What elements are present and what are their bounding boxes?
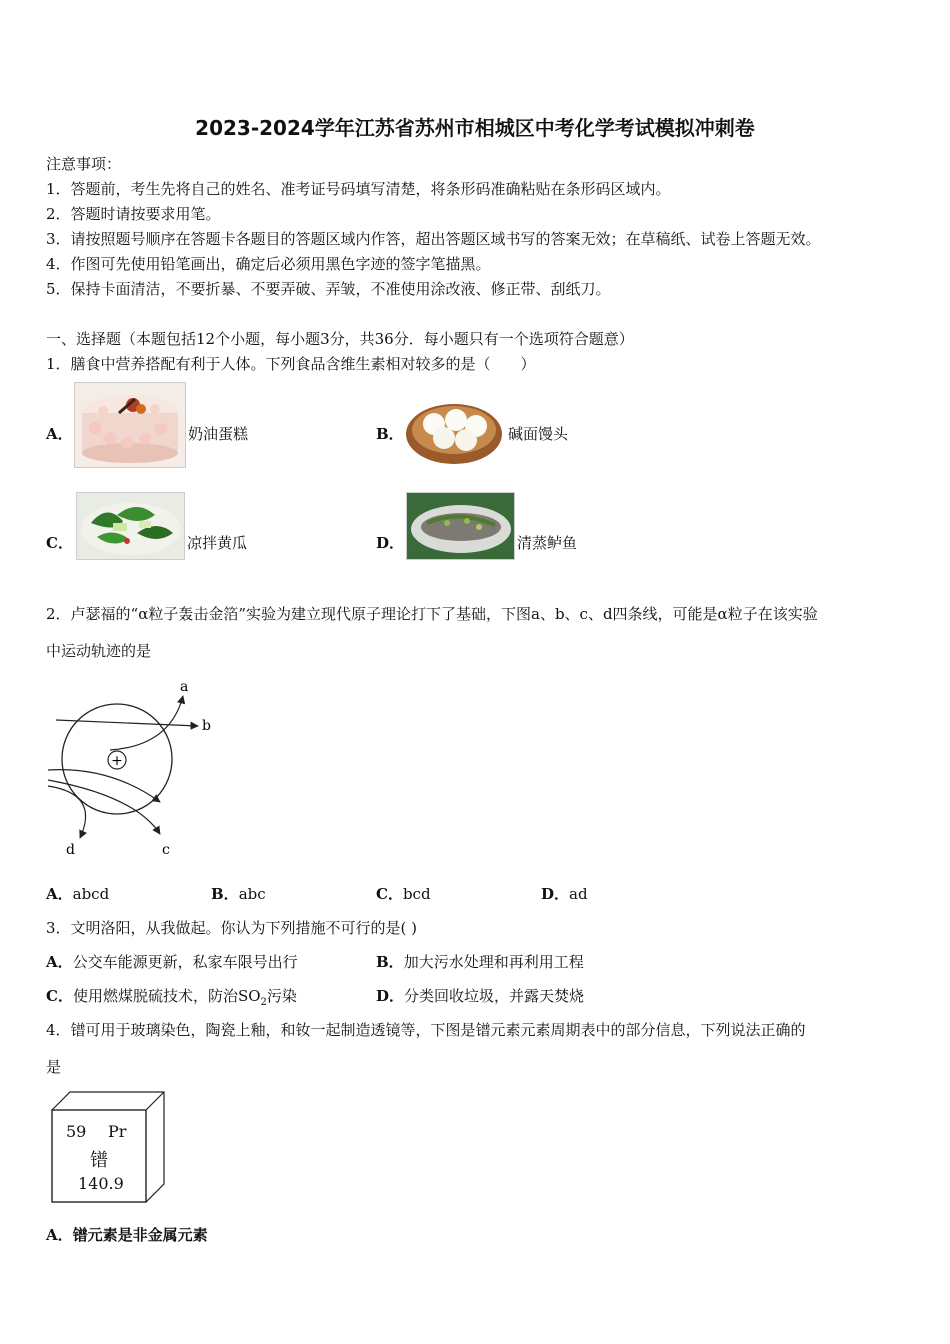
q2-option-c: C．bcd xyxy=(376,885,431,903)
q1-option-b-label: B． xyxy=(376,425,404,443)
q3-option-c: C．使用燃煤脱硫技术，防治$SO_2$污染 xyxy=(46,987,297,1008)
notice-item: 5．保持卡面清洁，不要折暴、不要弄破、弄皱，不准使用涂改液、修正带、刮纸刀。 xyxy=(46,280,611,298)
notice-item: 1．答题前，考生先将自己的姓名、准考证号码填写清楚，将条形码准确粘贴在条形码区域内。 xyxy=(46,180,671,198)
q2-stem: 2．卢瑟福的“α粒子轰击金箔”实验为建立现代原子理论打下了基础，下图a、b、c、d四条线，可能是α粒子在该实验 xyxy=(46,605,818,623)
section-heading: 一、选择题（本题包括12个小题，每小题3分，共36分．每小题只有一个选项符合题意） xyxy=(46,330,634,348)
notice-item: 4．作图可先使用铅笔画出，确定后必须用黑色字迹的签字笔描黑。 xyxy=(46,255,491,273)
q1-option-a-label: A． xyxy=(46,425,73,443)
q1-option-a-text: 奶油蛋糕 xyxy=(188,425,249,443)
q3-option-b: B．加大污水处理和再利用工程 xyxy=(376,953,584,971)
cake-image xyxy=(74,382,186,468)
q1-stem: 1．膳食中营养搭配有利于人体。下列食品含维生素相对较多的是（ ） xyxy=(46,355,536,373)
track-label-d: d xyxy=(66,842,75,858)
steamed-fish-image xyxy=(406,492,515,560)
element-name: 镨 xyxy=(90,1150,108,1171)
track-label-a: a xyxy=(180,679,189,695)
q1-option-b-text: 碱面馒头 xyxy=(508,425,569,443)
q2-stem-cont: 中运动轨迹的是 xyxy=(46,642,152,660)
q3-stem: 3．文明洛阳，从我做起。你认为下列措施不可行的是( ) xyxy=(46,919,418,937)
q2-option-d: D．ad xyxy=(541,885,588,903)
element-card xyxy=(50,1090,166,1206)
q4-stem-cont: 是 xyxy=(46,1058,62,1076)
track-label-c: c xyxy=(162,842,170,858)
q1-option-c-label: C． xyxy=(46,534,73,552)
q4-option-a: A．镨元素是非金属元素 xyxy=(46,1226,208,1244)
q3-option-a: A．公交车能源更新，私家车限号出行 xyxy=(46,953,298,971)
element-symbol: Pr xyxy=(108,1122,127,1141)
q1-option-c-text: 凉拌黄瓜 xyxy=(187,534,248,552)
q2-option-b: B．abc xyxy=(211,885,266,903)
q1-option-d-text: 清蒸鲈鱼 xyxy=(517,534,578,552)
notice-item: 2．答题时请按要求用笔。 xyxy=(46,205,221,223)
notice-item: 3．请按照题号顺序在答题卡各题目的答题区域内作答，超出答题区域书写的答案无效；在草稿纸、试卷上答题无效。 xyxy=(46,230,821,248)
nucleus-label: + xyxy=(111,753,123,769)
track-label-b: b xyxy=(202,718,211,734)
q3-option-d: D．分类回收垃圾，并露天焚烧 xyxy=(376,987,585,1005)
q1-option-d-label: D． xyxy=(376,534,405,552)
cucumber-salad-image xyxy=(76,492,185,560)
notice-heading: 注意事项： xyxy=(46,155,122,173)
q4-stem: 4．镨可用于玻璃染色，陶瓷上釉，和钕一起制造透镜等，下图是镨元素元素周期表中的部分信息，下列说法正确的 xyxy=(46,1021,806,1039)
atomic-mass: 140.9 xyxy=(78,1174,124,1193)
q2-option-a: A．abcd xyxy=(46,885,110,903)
steamed-bun-image xyxy=(404,394,504,466)
atomic-number: 59 xyxy=(66,1122,87,1141)
alpha-scattering-diagram xyxy=(40,676,230,866)
page-title: 2023-2024学年江苏省苏州市相城区中考化学考试模拟冲刺卷 xyxy=(195,116,755,140)
